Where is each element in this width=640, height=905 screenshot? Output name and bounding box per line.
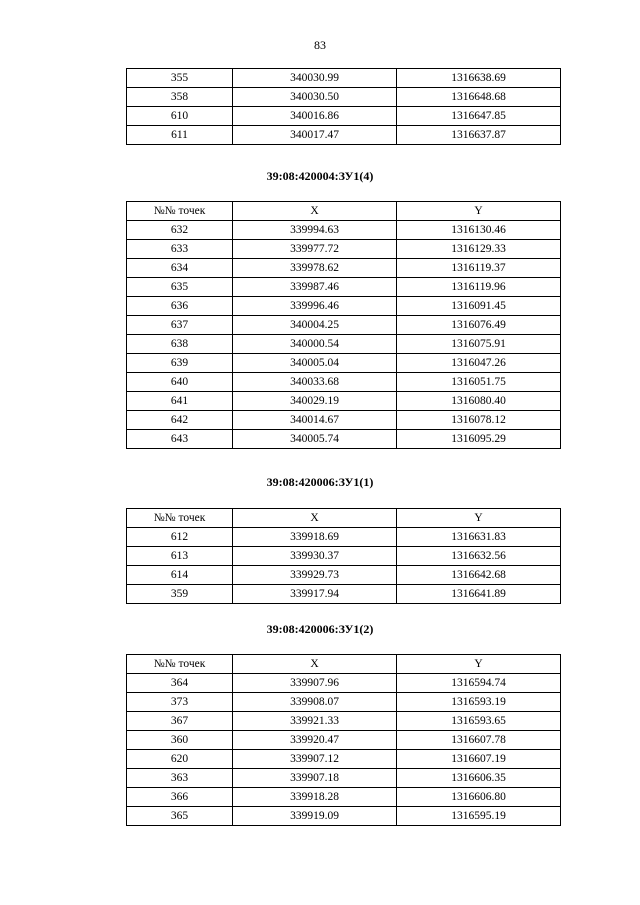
y-cell: 1316648.68 [397,88,561,107]
x-cell: 340000.54 [233,335,397,354]
header-x: X [233,655,397,674]
x-cell: 339994.63 [233,221,397,240]
point-number-cell: 632 [127,221,233,240]
header-point-number: №№ точек [127,202,233,221]
x-cell: 339918.28 [233,788,397,807]
x-cell: 339917.94 [233,585,397,604]
x-cell: 339919.09 [233,807,397,826]
table-row [127,126,561,145]
y-cell: 1316631.83 [397,528,561,547]
table-row [127,769,561,788]
y-cell: 1316047.26 [397,354,561,373]
table-row [127,69,561,88]
table-row [127,566,561,585]
point-number-cell: 633 [127,240,233,259]
y-cell: 1316593.65 [397,712,561,731]
point-number-cell: 612 [127,528,233,547]
header-x: X [233,202,397,221]
y-cell: 1316632.56 [397,547,561,566]
table-row [127,316,561,335]
y-cell: 1316076.49 [397,316,561,335]
coordinates-table [126,654,561,826]
y-cell: 1316078.12 [397,411,561,430]
point-number-cell: 364 [127,674,233,693]
point-number-cell: 358 [127,88,233,107]
x-cell: 340004.25 [233,316,397,335]
page-number: 83 [314,38,326,52]
y-cell: 1316095.29 [397,430,561,449]
point-number-cell: 635 [127,278,233,297]
table-row [127,297,561,316]
x-cell: 339977.72 [233,240,397,259]
y-cell: 1316606.35 [397,769,561,788]
table-row [127,278,561,297]
table-row [127,585,561,604]
coordinates-table [126,508,561,604]
x-cell: 339918.69 [233,528,397,547]
table-row [127,674,561,693]
table-body [127,69,561,145]
table-row [127,373,561,392]
point-number-cell: 640 [127,373,233,392]
x-cell: 339929.73 [233,566,397,585]
point-number-cell: 373 [127,693,233,712]
point-number-cell: 366 [127,788,233,807]
x-cell: 340016.86 [233,107,397,126]
table-row [127,221,561,240]
x-cell: 340033.68 [233,373,397,392]
y-cell: 1316606.80 [397,788,561,807]
point-number-cell: 355 [127,69,233,88]
point-number-cell: 363 [127,769,233,788]
table-row [127,354,561,373]
x-cell: 340005.04 [233,354,397,373]
y-cell: 1316638.69 [397,69,561,88]
y-cell: 1316641.89 [397,585,561,604]
point-number-cell: 613 [127,547,233,566]
x-cell: 339987.46 [233,278,397,297]
point-number-cell: 611 [127,126,233,145]
y-cell: 1316637.87 [397,126,561,145]
y-cell: 1316091.45 [397,297,561,316]
header-y: Y [397,509,561,528]
table-row [127,430,561,449]
header-y: Y [397,655,561,674]
x-cell: 339907.12 [233,750,397,769]
y-cell: 1316119.96 [397,278,561,297]
table-row [127,88,561,107]
y-cell: 1316594.74 [397,674,561,693]
table-row [127,107,561,126]
y-cell: 1316593.19 [397,693,561,712]
table-row [127,788,561,807]
point-number-cell: 638 [127,335,233,354]
y-cell: 1316129.33 [397,240,561,259]
y-cell: 1316595.19 [397,807,561,826]
y-cell: 1316130.46 [397,221,561,240]
table-row [127,807,561,826]
table-body [127,655,561,826]
x-cell: 340030.99 [233,69,397,88]
table-body [127,509,561,604]
x-cell: 340030.50 [233,88,397,107]
x-cell: 339920.47 [233,731,397,750]
point-number-cell: 634 [127,259,233,278]
table-row [127,335,561,354]
x-cell: 340014.67 [233,411,397,430]
table-row [127,259,561,278]
table-header-row [127,202,561,221]
section-title: 39:08:420006:ЗУ1(1) [266,475,374,489]
section-title: 39:08:420006:ЗУ1(2) [266,622,374,636]
y-cell: 1316607.19 [397,750,561,769]
point-number-cell: 614 [127,566,233,585]
point-number-cell: 636 [127,297,233,316]
point-number-cell: 637 [127,316,233,335]
table-row [127,411,561,430]
x-cell: 340005.74 [233,430,397,449]
y-cell: 1316647.85 [397,107,561,126]
x-cell: 339978.62 [233,259,397,278]
table-row [127,731,561,750]
coordinates-table [126,201,561,449]
table-body [127,202,561,449]
header-point-number: №№ точек [127,509,233,528]
table-row [127,750,561,769]
table-row [127,240,561,259]
point-number-cell: 610 [127,107,233,126]
point-number-cell: 365 [127,807,233,826]
table-header-row [127,509,561,528]
y-cell: 1316607.78 [397,731,561,750]
header-point-number: №№ точек [127,655,233,674]
y-cell: 1316075.91 [397,335,561,354]
header-y: Y [397,202,561,221]
header-x: X [233,509,397,528]
point-number-cell: 642 [127,411,233,430]
point-number-cell: 359 [127,585,233,604]
x-cell: 339921.33 [233,712,397,731]
section-title: 39:08:420004:ЗУ1(4) [266,169,374,183]
table-row [127,693,561,712]
y-cell: 1316080.40 [397,392,561,411]
y-cell: 1316642.68 [397,566,561,585]
point-number-cell: 639 [127,354,233,373]
coordinates-table [126,68,561,145]
x-cell: 339996.46 [233,297,397,316]
table-row [127,712,561,731]
table-row [127,528,561,547]
point-number-cell: 367 [127,712,233,731]
x-cell: 340017.47 [233,126,397,145]
table-row [127,547,561,566]
table-row [127,392,561,411]
x-cell: 339907.18 [233,769,397,788]
point-number-cell: 643 [127,430,233,449]
x-cell: 339908.07 [233,693,397,712]
y-cell: 1316051.75 [397,373,561,392]
point-number-cell: 641 [127,392,233,411]
x-cell: 339907.96 [233,674,397,693]
x-cell: 339930.37 [233,547,397,566]
point-number-cell: 620 [127,750,233,769]
x-cell: 340029.19 [233,392,397,411]
table-header-row [127,655,561,674]
y-cell: 1316119.37 [397,259,561,278]
point-number-cell: 360 [127,731,233,750]
